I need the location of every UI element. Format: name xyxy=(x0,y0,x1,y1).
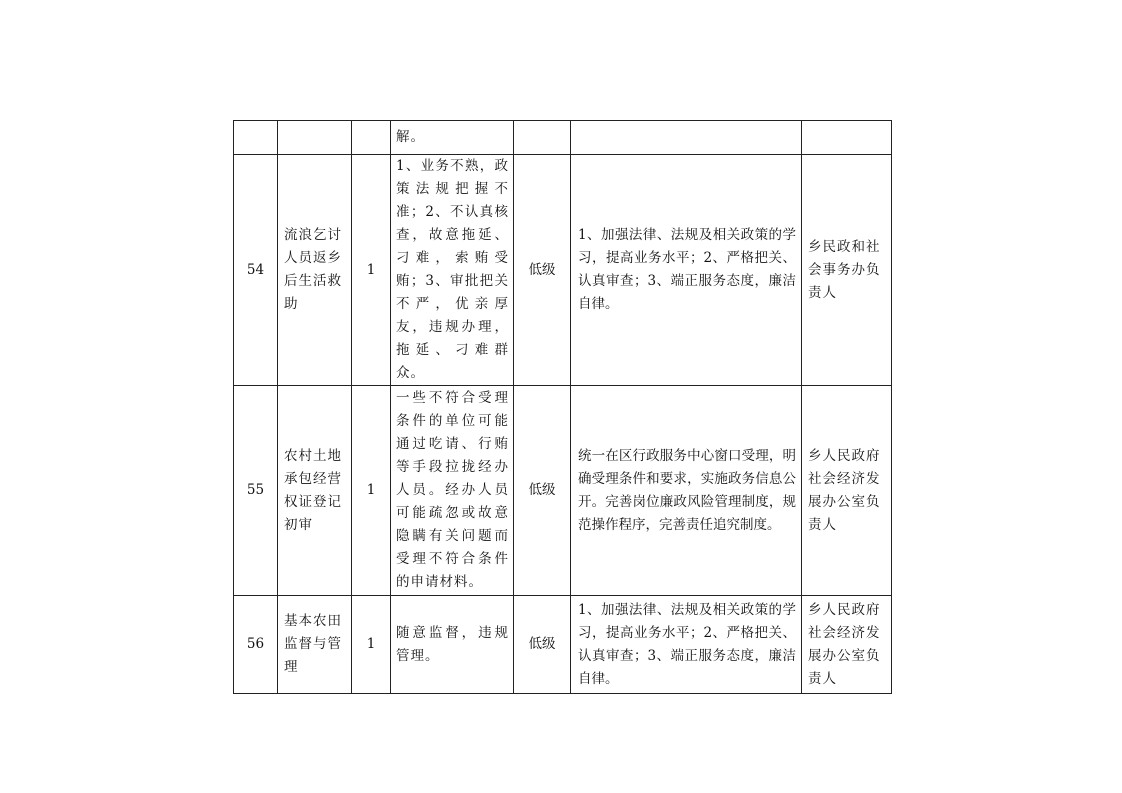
prevention-measures-text: 1、加强法律、法规及相关政策的学习，提高业务水平；2、严格把关、认真审查；3、端正服务态度，廉洁自律。 xyxy=(578,227,796,312)
responsible-person-text: 乡民政和社会事务办负责人 xyxy=(808,238,881,301)
prevention-measures xyxy=(571,596,802,694)
risk-description xyxy=(391,386,514,596)
item-name-text: 农村土地承包经营权证登记初审 xyxy=(284,447,342,533)
row-number: 54 xyxy=(234,155,278,386)
row-number xyxy=(234,121,278,155)
risk-description-text: 1、业务不熟，政策法规把握不准；2、不认真核查，故意拖延、刁难，索贿受贿；3、审批把关不严，优亲厚友，违规办理，拖延、刁难群众。 xyxy=(396,158,509,381)
risk-description-text: 解。 xyxy=(396,129,425,145)
risk-description xyxy=(391,155,514,386)
risk-count: 1 xyxy=(352,155,391,386)
responsible-person-text: 乡人民政府社会经济发展办公室负责人 xyxy=(808,601,881,687)
table-row xyxy=(234,155,892,386)
table-row xyxy=(234,386,892,596)
item-name-text: 流浪乞讨人员返乡后生活救助 xyxy=(284,227,342,312)
prevention-measures xyxy=(571,386,802,596)
table-row xyxy=(234,121,892,155)
risk-description-text: 一些不符合受理条件的单位可能通过吃请、行贿等手段拉拢经办人员。经办人员可能疏忽或故意隐瞒有关问题而受理不符合条件的申请材料。 xyxy=(396,390,509,590)
risk-count xyxy=(352,121,391,155)
risk-level: 低级 xyxy=(514,596,571,694)
risk-level: 低级 xyxy=(514,155,571,386)
prevention-measures xyxy=(571,121,802,155)
item-name xyxy=(278,155,352,386)
row-number: 55 xyxy=(234,386,278,596)
risk-level: 低级 xyxy=(514,386,571,596)
responsible-person xyxy=(802,596,892,694)
responsible-person-text: 乡人民政府社会经济发展办公室负责人 xyxy=(808,447,881,533)
table-row xyxy=(234,596,892,694)
row-number: 56 xyxy=(234,596,278,694)
responsible-person xyxy=(802,386,892,596)
item-name xyxy=(278,386,352,596)
risk-table xyxy=(233,120,892,694)
risk-description xyxy=(391,596,514,694)
item-name xyxy=(278,121,352,155)
risk-level xyxy=(514,121,571,155)
risk-count: 1 xyxy=(352,596,391,694)
risk-description-text: 随意监督，违规管理。 xyxy=(396,624,509,664)
item-name-text: 基本农田监督与管理 xyxy=(284,613,342,675)
prevention-measures-text: 1、加强法律、法规及相关政策的学习，提高业务水平；2、严格把关、认真审查；3、端正服务态度，廉洁自律。 xyxy=(578,601,796,687)
risk-count: 1 xyxy=(352,386,391,596)
responsible-person xyxy=(802,155,892,386)
risk-description xyxy=(391,121,514,155)
prevention-measures-text: 统一在区行政服务中心窗口受理，明确受理条件和要求，实施政务信息公开。完善岗位廉政风险管理制度，规范操作程序，完善责任追究制度。 xyxy=(578,447,796,533)
prevention-measures xyxy=(571,155,802,386)
responsible-person xyxy=(802,121,892,155)
item-name xyxy=(278,596,352,694)
